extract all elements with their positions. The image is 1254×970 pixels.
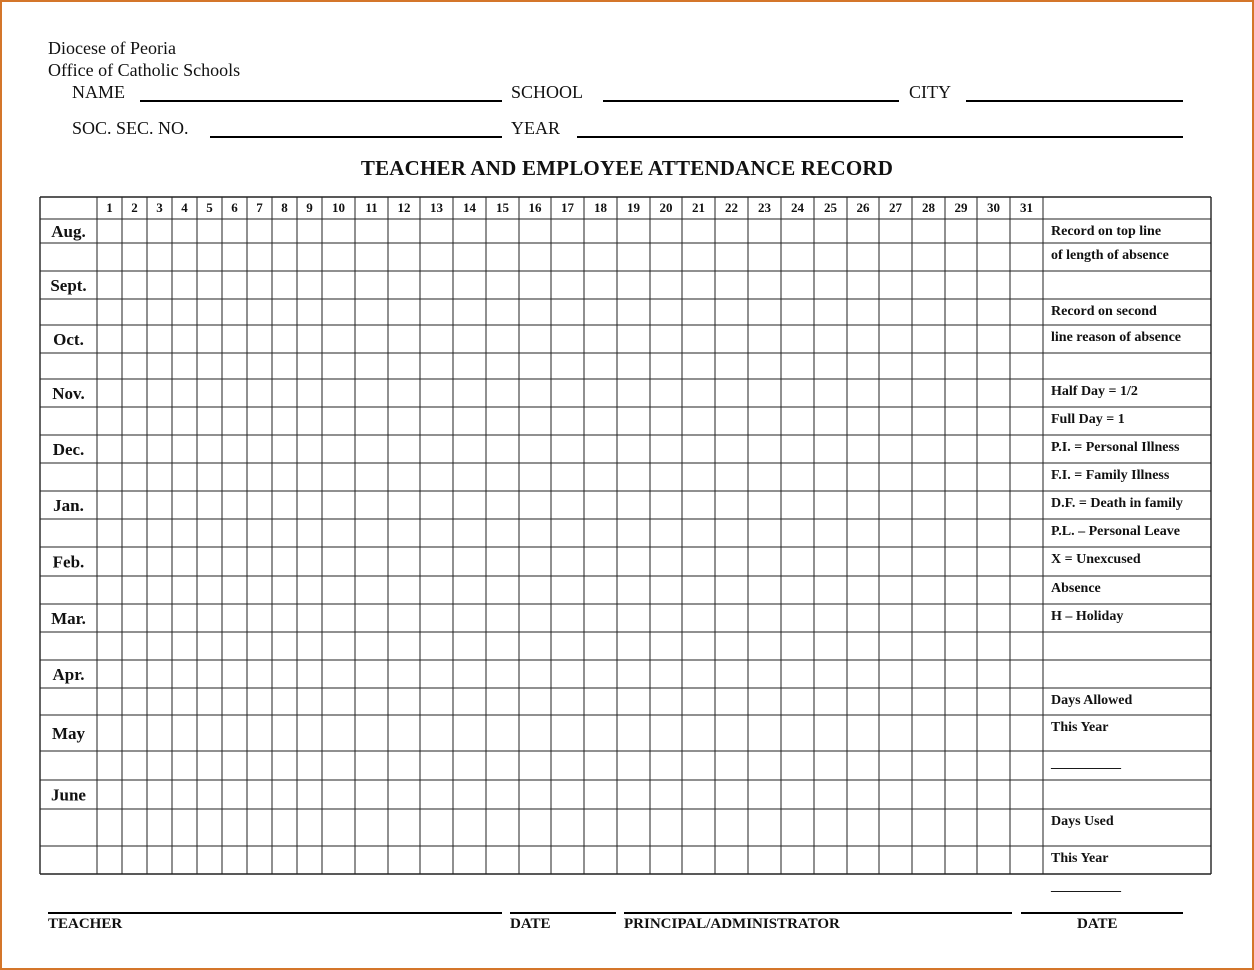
month-label: Sept.: [50, 276, 87, 295]
month-label: Nov.: [52, 384, 85, 403]
day-header: 1: [106, 200, 113, 215]
legend-text: F.I. = Family Illness: [1051, 468, 1170, 483]
day-header: 25: [824, 200, 837, 215]
day-header: 12: [397, 200, 411, 215]
office-name: Office of Catholic Schools: [48, 60, 241, 80]
month-label: Mar.: [51, 609, 86, 628]
school-label: SCHOOL: [511, 82, 584, 102]
legend-text: of length of absence: [1051, 248, 1169, 263]
day-header: 28: [922, 200, 935, 215]
day-header: 3: [156, 200, 163, 215]
day-header: 19: [627, 200, 640, 215]
month-label: Aug.: [51, 222, 86, 241]
month-label: Jan.: [53, 496, 84, 515]
day-header: 11: [365, 200, 378, 215]
day-header: 20: [659, 200, 673, 215]
day-header: 8: [281, 200, 288, 215]
day-header: 18: [594, 200, 607, 215]
form-title: TEACHER AND EMPLOYEE ATTENDANCE RECORD: [360, 156, 894, 180]
teacher-date-line[interactable]: [510, 912, 616, 914]
day-header: 6: [231, 200, 238, 215]
legend-text: H – Holiday: [1051, 609, 1124, 624]
legend-text: X = Unexcused: [1051, 552, 1141, 567]
name-label: NAME: [72, 82, 125, 102]
day-header: 23: [758, 200, 771, 215]
legend-text: __________: [1051, 756, 1121, 771]
ssn-label: SOC. SEC. NO.: [72, 118, 189, 138]
month-label: May: [51, 724, 86, 743]
legend-text: Half Day = 1/2: [1051, 384, 1138, 399]
day-header: 9: [306, 200, 313, 215]
day-header: 5: [206, 200, 213, 215]
legend-text: This Year: [1051, 720, 1109, 735]
year-label: YEAR: [511, 118, 560, 138]
principal-date-line[interactable]: [1021, 912, 1183, 914]
day-header: 4: [181, 200, 188, 215]
teacher-date-label: DATE: [510, 916, 551, 932]
legend-text: D.F. = Death in family: [1051, 496, 1183, 511]
diocese-name: Diocese of Peoria: [48, 38, 176, 58]
legend-text: Record on second: [1051, 304, 1157, 319]
day-header: 2: [131, 200, 138, 215]
principal-date-label: DATE: [1077, 916, 1118, 932]
day-header: 30: [987, 200, 1000, 215]
principal-label: PRINCIPAL/ADMINISTRATOR: [624, 916, 840, 932]
teacher-label: TEACHER: [48, 916, 123, 932]
legend-text: line reason of absence: [1051, 330, 1182, 345]
day-header: 14: [463, 200, 476, 215]
month-label: Oct.: [53, 330, 84, 349]
day-header: 27: [889, 200, 902, 215]
legend-text: Record on top line: [1051, 224, 1162, 239]
day-header: 31: [1020, 200, 1033, 215]
day-header: 15: [496, 200, 509, 215]
month-label: Apr.: [52, 665, 85, 684]
day-header: 7: [256, 200, 263, 215]
city-label: CITY: [909, 82, 951, 102]
legend-text: Days Used: [1051, 814, 1114, 829]
month-label: Dec.: [52, 440, 85, 459]
day-header: 21: [692, 200, 705, 215]
day-header: 22: [725, 200, 738, 215]
month-label: June: [51, 785, 86, 805]
day-header: 16: [528, 200, 542, 215]
legend-text: P.L. – Personal Leave: [1051, 524, 1180, 539]
legend-text: Full Day = 1: [1051, 412, 1125, 427]
legend-text: __________: [1051, 879, 1121, 894]
day-header: 17: [561, 200, 574, 215]
day-header: 13: [430, 200, 443, 215]
legend-text: This Year: [1051, 851, 1109, 866]
day-header: 26: [856, 200, 870, 215]
day-header: 29: [954, 200, 968, 215]
principal-signature-line[interactable]: [624, 912, 1012, 914]
legend-text: Absence: [1051, 581, 1101, 596]
legend-text: Days Allowed: [1051, 693, 1133, 708]
legend-text: P.I. = Personal Illness: [1051, 440, 1180, 455]
day-header: 10: [332, 200, 345, 215]
day-header: 24: [791, 200, 804, 215]
teacher-signature-line[interactable]: [48, 912, 502, 914]
month-label: Feb.: [52, 552, 85, 572]
